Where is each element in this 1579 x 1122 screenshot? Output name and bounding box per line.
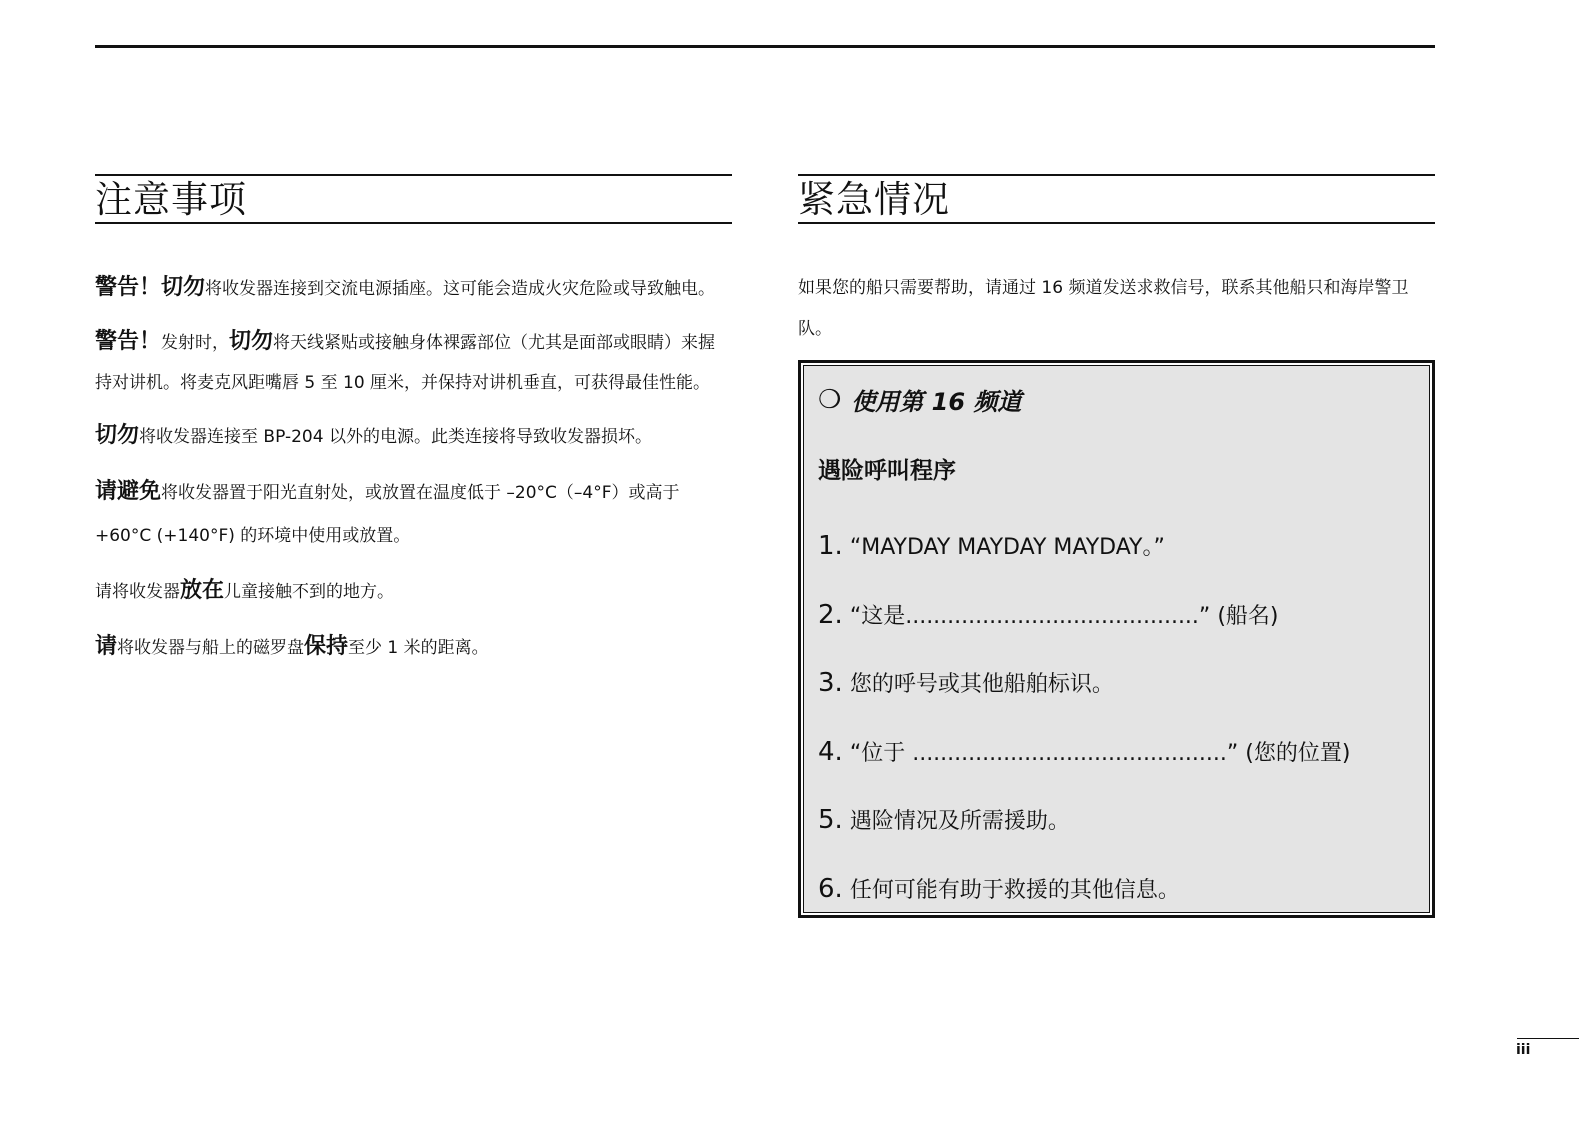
step-text: 任何可能有助于救援的其他信息。 [849, 877, 1180, 903]
step-number: 3. [818, 668, 843, 698]
precaution-paragraph-4 [95, 470, 732, 558]
precaution-text: 至少 1 米的距离。 [348, 638, 489, 658]
page-number-rule [1517, 1038, 1579, 1039]
precautions-body [95, 266, 732, 670]
precaution-paragraph-2 [95, 322, 732, 403]
distress-step [818, 800, 1419, 869]
step-text: “这是..........................................” (船名) [849, 603, 1279, 629]
emergency-section [798, 174, 1435, 918]
precaution-paragraph-1 [95, 266, 732, 311]
precaution-text: 请将收发器 [95, 582, 180, 602]
precaution-paragraph-3 [95, 414, 732, 459]
emergency-body [798, 268, 1435, 918]
never-label: 切勿 [161, 275, 206, 300]
distress-steps-list [818, 526, 1419, 937]
step-number: 1. [818, 531, 843, 561]
distress-step [818, 732, 1419, 801]
precaution-text: 将收发器连接至 BP-204 以外的电源。此类连接将导致收发器损坏。 [139, 427, 652, 447]
top-rule [95, 45, 1435, 48]
precaution-text: 儿童接触不到的地方。 [224, 582, 395, 602]
distress-step [818, 869, 1419, 938]
precaution-text: 将收发器连接到交流电源插座。这可能会造成火灾危险或导致触电。 [205, 279, 716, 299]
warning-label: 警告！ [95, 275, 162, 300]
precaution-text: 将收发器置于阳光直射处，或放置在温度低于 –20°C（–4°F）或高于 +60°C (+140°F) 的环境中使用或放置。 [95, 483, 680, 546]
avoid-label: 请避免 [95, 479, 162, 504]
circle-bullet-icon: ❍ [818, 384, 842, 415]
channel-16-title [818, 382, 1021, 417]
precaution-paragraph-6 [95, 625, 732, 670]
distress-step [818, 663, 1419, 732]
step-text: 遇险情况及所需援助。 [849, 809, 1070, 834]
page-number: iii [1516, 1042, 1531, 1058]
emergency-intro: 如果您的船只需要帮助，请通过 16 频道发送求救信号，联系其他船只和海岸警卫队。 [798, 278, 1409, 339]
step-text: “位于 .............................................” (您的位置) [849, 740, 1351, 766]
precautions-heading-bar [95, 174, 732, 224]
please-label: 请 [95, 634, 118, 659]
distress-procedure-subtitle: 遇险呼叫程序 [818, 458, 956, 484]
never-label: 切勿 [95, 423, 140, 448]
precaution-text: 将收发器与船上的磁罗盘 [117, 638, 305, 658]
precautions-section [95, 174, 732, 681]
keep-label: 保持 [304, 634, 349, 659]
never-label: 切勿 [229, 329, 274, 354]
precaution-text: 将天线紧贴或接触身体裸露部位（尤其是面部或眼睛）来握持对讲机。将麦克风距嘴唇 5 至 10 厘米，并保持对讲机垂直，可获得最佳性能。 [95, 333, 716, 393]
step-text: “MAYDAY MAYDAY MAYDAY。” [849, 535, 1165, 560]
channel-16-title-text: 使用第 16 频道 [851, 388, 1022, 416]
emergency-heading-bar [798, 174, 1435, 224]
step-number: 5. [818, 805, 843, 835]
step-number: 4. [818, 736, 843, 767]
distress-call-box [798, 360, 1435, 918]
place-label: 放在 [180, 578, 225, 603]
precaution-text: 发射时， [161, 333, 230, 353]
step-text: 您的呼号或其他船舶标识。 [849, 672, 1114, 697]
step-number: 2. [818, 599, 843, 630]
precautions-heading: 注意事项 [95, 178, 247, 221]
distress-step [818, 526, 1419, 595]
emergency-heading: 紧急情况 [798, 178, 950, 221]
precaution-paragraph-5 [95, 569, 732, 614]
distress-call-box-inner [803, 365, 1430, 913]
distress-step [818, 595, 1419, 664]
step-number: 6. [818, 873, 843, 904]
warning-label: 警告！ [95, 329, 162, 354]
